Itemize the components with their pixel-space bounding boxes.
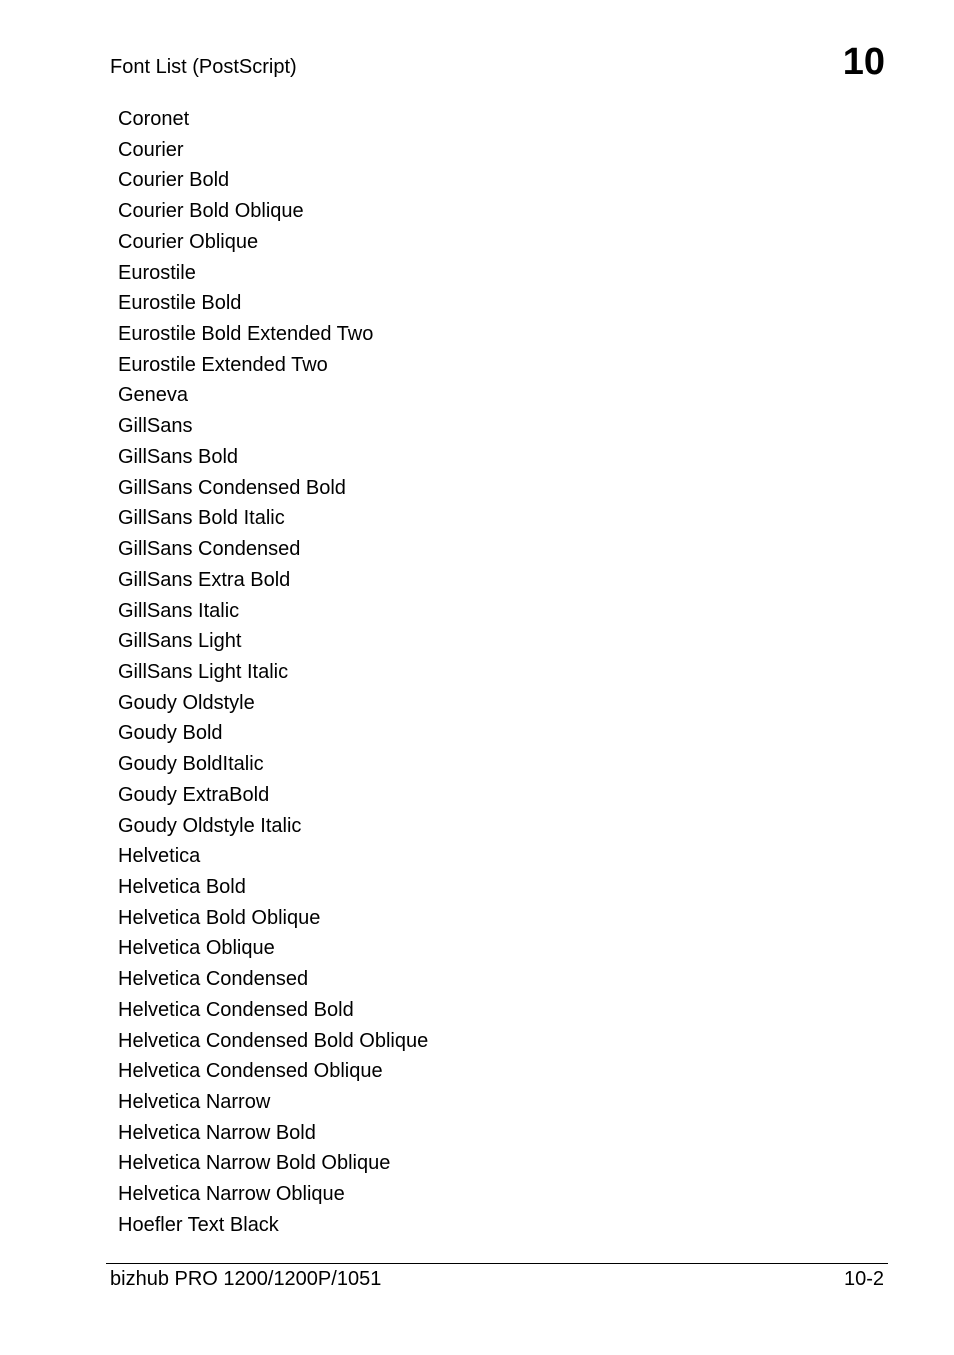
- font-list-item: Helvetica Narrow Oblique: [118, 1183, 345, 1206]
- footer-product-name: bizhub PRO 1200/1200P/1051: [110, 1268, 382, 1290]
- font-list-item: Helvetica Condensed Bold Oblique: [118, 1029, 429, 1052]
- font-list-item: Courier: [118, 138, 184, 161]
- font-list-item: GillSans Extra Bold: [118, 568, 291, 591]
- font-list-item: GillSans Condensed Bold: [118, 476, 346, 499]
- font-list-item: Goudy BoldItalic: [118, 753, 264, 776]
- font-list-item: Hoefler Text Black: [118, 1213, 279, 1236]
- font-list-item: Helvetica Oblique: [118, 937, 275, 960]
- font-list-item: Helvetica Narrow Bold: [118, 1121, 316, 1144]
- font-list-item: Courier Bold Oblique: [118, 200, 304, 223]
- font-list-item: Courier Oblique: [118, 230, 259, 253]
- font-list-item: Coronet: [118, 108, 190, 130]
- chapter-number: 10: [842, 41, 885, 83]
- footer-page-number: 10-2: [843, 1268, 884, 1290]
- font-list-item: Goudy Oldstyle Italic: [118, 814, 302, 837]
- font-list-item: Eurostile: [118, 261, 196, 284]
- font-list-item: Courier Bold: [118, 169, 230, 192]
- font-list-item: GillSans: [118, 415, 193, 438]
- font-list-item: Helvetica Bold Oblique: [118, 906, 321, 929]
- font-list-item: Helvetica Condensed Bold: [118, 998, 354, 1021]
- section-title: Font List (PostScript): [110, 56, 297, 78]
- font-list-item: Helvetica Condensed Oblique: [118, 1060, 383, 1083]
- font-list-item: Eurostile Bold: [118, 292, 242, 315]
- font-list: [118, 104, 428, 1241]
- font-list-item: Goudy Oldstyle: [118, 691, 255, 714]
- font-list-item: GillSans Italic: [118, 599, 240, 622]
- font-list-item: Goudy Bold: [118, 722, 223, 745]
- font-list-item: GillSans Light Italic: [118, 660, 289, 683]
- font-list-item: Eurostile Bold Extended Two: [118, 323, 374, 346]
- font-list-item: Helvetica Narrow: [118, 1091, 271, 1113]
- footer-divider: [106, 1263, 888, 1264]
- font-list-item: GillSans Bold: [118, 445, 239, 468]
- font-list-item: Goudy ExtraBold: [118, 783, 270, 806]
- font-list-item: Helvetica Condensed: [118, 968, 309, 991]
- font-list-item: Geneva: [118, 384, 189, 407]
- font-list-item: Helvetica Narrow Bold Oblique: [118, 1152, 391, 1175]
- font-list-item: GillSans Condensed: [118, 538, 301, 561]
- font-list-item: Eurostile Extended Two: [118, 353, 328, 376]
- font-list-item: GillSans Light: [118, 630, 242, 653]
- font-list-item: GillSans Bold Italic: [118, 507, 285, 530]
- font-list-item: Helvetica: [118, 845, 201, 868]
- font-list-item: Helvetica Bold: [118, 875, 246, 898]
